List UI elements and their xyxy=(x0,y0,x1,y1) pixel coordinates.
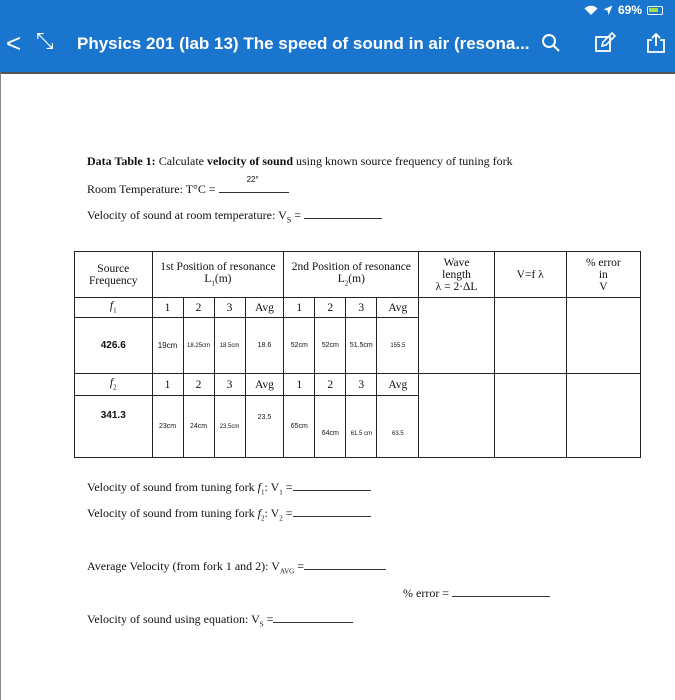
v2-eq: = xyxy=(285,506,293,520)
sub-header-cell: Avg xyxy=(377,374,419,396)
row2-l1-avg: 23.5 xyxy=(245,396,284,458)
v1-eq: = xyxy=(285,480,293,494)
heading-label: Data Table 1: xyxy=(87,154,156,168)
h-wavelength: Wave length λ = 2·ΔL xyxy=(419,252,494,298)
row2-frequency: 341.3 xyxy=(75,396,153,458)
edit-icon xyxy=(594,32,616,54)
heading-text-b: using known source frequency of tuning fork xyxy=(296,154,513,168)
row2-velocity xyxy=(494,374,566,458)
eqn-sub: S xyxy=(259,620,264,629)
row1-label: $f_1$ xyxy=(75,298,153,318)
share-icon xyxy=(646,32,666,54)
h-pos1: 1st Position of resonance $L_1(m)$ xyxy=(152,252,284,298)
v2-f: f xyxy=(257,506,261,520)
sub-header-cell: 2 xyxy=(183,374,214,396)
row1-l2-1: 52cm xyxy=(284,318,315,374)
avg-label: Average Velocity (from fork 1 and 2): V xyxy=(87,559,280,573)
h-pos2: 2nd Position of resonance $L_2(m)$ xyxy=(284,252,419,298)
error-label: % error = xyxy=(403,586,450,600)
table-heading xyxy=(87,154,513,169)
app-toolbar xyxy=(0,0,675,72)
vs-room-sub: S xyxy=(286,215,292,225)
search-button[interactable] xyxy=(538,30,564,56)
row1-l2-2: 52cm xyxy=(315,318,346,374)
avg-line xyxy=(87,559,386,575)
eqn-line xyxy=(87,612,353,628)
row1-error xyxy=(566,298,640,374)
heading-text-a: Calculate xyxy=(158,154,204,168)
v2-blank xyxy=(293,516,371,517)
avg-eq: = xyxy=(297,559,304,573)
vs-room-blank xyxy=(304,218,382,219)
location-icon xyxy=(603,5,613,16)
row2-l2-3: 61.5 cm xyxy=(346,396,377,458)
vs-room-eq: = xyxy=(294,208,301,222)
battery-percent: 69% xyxy=(617,3,642,17)
document-page xyxy=(0,72,675,700)
table-row xyxy=(75,374,641,396)
sub-header-cell: 3 xyxy=(214,374,245,396)
sub-header-cell: 3 xyxy=(346,298,377,318)
sub-header-cell: 1 xyxy=(284,298,315,318)
sub-header-cell: 2 xyxy=(315,374,346,396)
row1-frequency: 426.6 xyxy=(75,318,153,374)
row2-label: $f_2$ xyxy=(75,374,153,396)
row2-l1-3: 23.5cm xyxy=(214,396,245,458)
data-table-1 xyxy=(74,251,641,298)
v2-label-b: : V xyxy=(264,506,280,520)
v2-line xyxy=(87,506,371,522)
v1-fsub: 1 xyxy=(261,488,265,497)
vs-room-label: Velocity of sound at room temperature: V xyxy=(87,208,287,222)
row1-l1-avg: 18.6 xyxy=(245,318,284,374)
heading-bold: velocity of sound xyxy=(207,154,294,168)
search-icon xyxy=(541,33,561,53)
back-button[interactable]: < xyxy=(6,28,22,58)
row1-l1-1: 19cm xyxy=(152,318,183,374)
sub-header-cell: Avg xyxy=(377,298,419,318)
wifi-icon xyxy=(584,5,598,16)
v1-sub: 1 xyxy=(279,488,283,497)
sub-header-cell: 1 xyxy=(284,374,315,396)
battery-icon xyxy=(647,6,663,15)
vs-room-line xyxy=(87,208,382,224)
row2-l2-1: 65cm xyxy=(284,396,315,458)
avg-blank xyxy=(304,569,386,570)
status-bar xyxy=(584,3,663,17)
sub-header-cell: 3 xyxy=(346,374,377,396)
eqn-eq: = xyxy=(266,612,274,626)
sub-header-cell: 3 xyxy=(214,298,245,318)
row1-l1-3: 18.5cm xyxy=(214,318,245,374)
row2-wavelength xyxy=(419,374,494,458)
header-row xyxy=(75,252,641,298)
row2-l1-2: 24cm xyxy=(183,396,214,458)
v2-fsub: 2 xyxy=(261,514,265,523)
room-temp-line xyxy=(87,175,289,197)
h-source: Source Frequency xyxy=(75,252,153,298)
avg-sub: AVG xyxy=(279,567,295,576)
v2-sub: 2 xyxy=(279,514,283,523)
row2-l2-avg: 63.5 xyxy=(377,396,419,458)
h-velocity: V=f λ xyxy=(494,252,566,298)
error-blank xyxy=(452,596,550,597)
expand-icon[interactable]: ⤡ xyxy=(36,28,54,53)
row1-velocity xyxy=(494,298,566,374)
row2-l1-1: 23cm xyxy=(152,396,183,458)
document-title: Physics 201 (lab 13) The speed of sound in air (resona... xyxy=(77,34,530,53)
room-temp-value: 22° xyxy=(246,175,259,184)
row2-l2-2: 64cm xyxy=(315,396,346,458)
v1-line xyxy=(87,480,371,496)
h-error: % error in V xyxy=(566,252,640,298)
table-row xyxy=(75,298,641,318)
sub-header-cell: 1 xyxy=(152,374,183,396)
error-line xyxy=(403,586,550,601)
room-temp-blank xyxy=(219,175,289,193)
row1-l1-2: 18.25cm xyxy=(183,318,214,374)
sub-header-cell: 1 xyxy=(152,298,183,318)
edit-button[interactable] xyxy=(592,30,618,56)
room-temp-label: Room Temperature: T°C = xyxy=(87,182,216,196)
sub-header-cell: 2 xyxy=(183,298,214,318)
sub-header-cell: Avg xyxy=(245,374,284,396)
data-table-1-body xyxy=(74,297,641,458)
v1-label: Velocity of sound from tuning fork xyxy=(87,480,258,494)
v1-blank xyxy=(293,490,371,491)
sub-header-cell: 2 xyxy=(315,298,346,318)
row1-wavelength xyxy=(419,298,494,374)
sub-header-cell: Avg xyxy=(245,298,284,318)
eqn-blank xyxy=(273,622,353,623)
row1-l2-3: 51.5cm xyxy=(346,318,377,374)
v2-label: Velocity of sound from tuning fork xyxy=(87,506,258,520)
v1-label-b: : V xyxy=(264,480,280,494)
row1-l2-avg: 155.5 xyxy=(377,318,419,374)
eqn-label: Velocity of sound using equation: V xyxy=(87,612,260,626)
share-button[interactable] xyxy=(643,30,669,56)
v1-f: f xyxy=(257,480,261,494)
row2-error xyxy=(566,374,640,458)
